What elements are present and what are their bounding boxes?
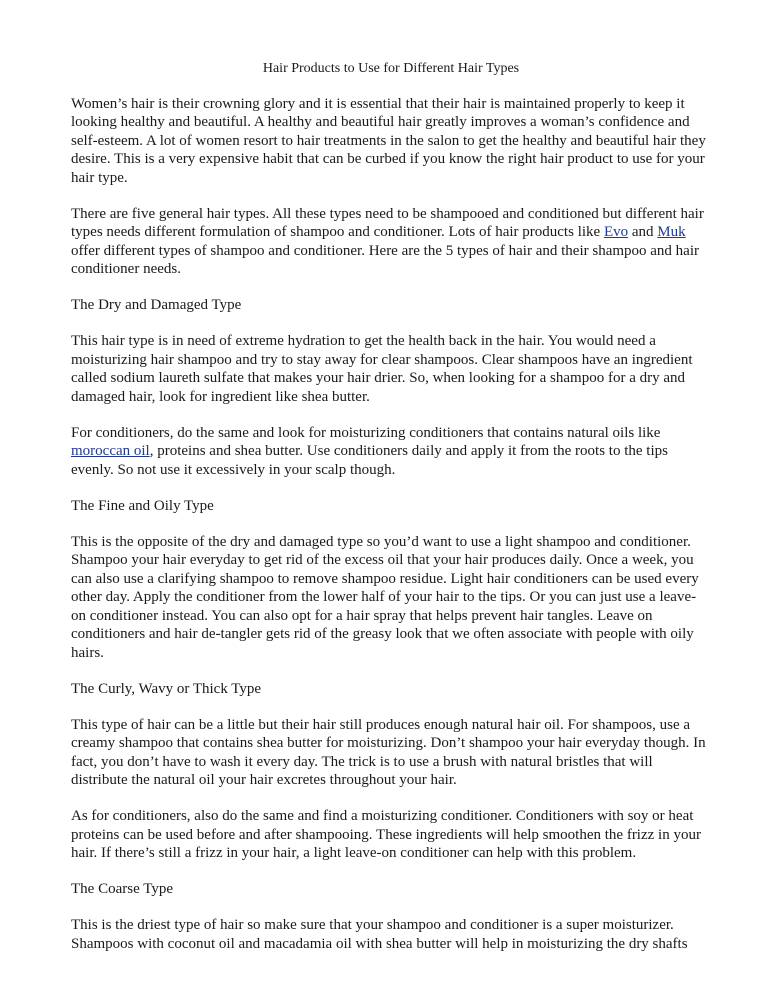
document-title: Hair Products to Use for Different Hair Types (262, 61, 520, 76)
section-heading-coarse: The Coarse Type (71, 881, 173, 897)
hair-types-paragraph (71, 205, 711, 279)
section-heading-fine: The Fine and Oily Type (71, 497, 214, 514)
moroccan-oil-link[interactable]: moroccan oil (71, 443, 150, 459)
curly-conditioner-paragraph: As for conditioners, also do the same and find a moisturizing conditioner. Conditioners with soy or heat proteins can be used before and after shampooing. These ingredients will help smoothen the frizz in your hair. If there’s still a frizz in your hair, a light leave-on conditioner can help with this problem. (71, 808, 701, 861)
fine-paragraph: This is the opposite of the dry and damaged type so you’d want to use a light shampoo and conditioner. Shampoo your hair everyday to get rid of the excess oil that your hair produces daily. Once a week, you can also use a clarifying shampoo to remove shampoo residue. Light hair conditioners can be used every other day. Apply the conditioner from the lower half of your hair to the tips. Or you can just use a leave-on conditioner instead. You can also opt for a hair spray that helps prevent hair tangles. Leave on conditioners and hair de-tangler gets rid of the greasy look that we often associate with people with oily hairs. (71, 533, 699, 661)
dry-conditioner-paragraph (71, 424, 711, 480)
intro-paragraph: Women’s hair is their crowning glory and it is essential that their hair is maintained properly to keep it looking healthy and beautiful. A healthy and beautiful hair greatly improves a woman’s confidence and self-esteem. A lot of women resort to hair treatments in the salon to get the healthy and beautiful hair they desire. This is a very expensive habit that can be curbed if you know the right hair product to use for your hair type. (71, 95, 706, 186)
curly-shampoo-paragraph: This type of hair can be a little but their hair still produces enough natural hair oil. For shampoos, use a creamy shampoo that contains shea butter for moisturizing. Don’t shampoo your hair everyday though. In fact, you don’t have to wash it every day. The trick is to use a brush with natural bristles that will distribute the natural oil your hair excretes throughout your hair. (71, 716, 706, 788)
paragraph-text: There are five general hair types. All these types need to be shampooed and conditioned but different hair types needs different formulation of shampoo and conditioner. Lots of hair products like (71, 205, 704, 240)
coarse-paragraph: This is the driest type of hair so make sure that your shampoo and conditioner is a super moisturizer. Shampoos with coconut oil and macadamia oil with shea butter will help in moisturizing the dry shafts (71, 917, 688, 952)
evo-link[interactable]: Evo (603, 224, 629, 240)
paragraph-text: For conditioners, do the same and look for moisturizing conditioners that contains natural oils like (71, 424, 661, 441)
paragraph-text: and (628, 224, 658, 240)
document-page (71, 60, 711, 971)
section-heading-dry: The Dry and Damaged Type (71, 297, 242, 313)
paragraph-text: , proteins and shea butter. Use conditioners daily and apply it from the roots to the tips evenly. So not use it excessively in your scalp though. (71, 443, 668, 478)
dry-shampoo-paragraph: This hair type is in need of extreme hydration to get the health back in the hair. You would need a moisturizing hair shampoo and try to stay away for clear shampoos. Clear shampoos have an ingredient called sodium laureth sulfate that makes your hair drier. So, when looking for a shampoo for a dry and damaged hair, look for ingredient like shea butter. (71, 333, 693, 405)
paragraph-text: offer different types of shampoo and conditioner. Here are the 5 types of hair and their shampoo and hair conditioner needs. (71, 242, 699, 277)
muk-link[interactable]: Muk (657, 224, 686, 240)
section-heading-curly: The Curly, Wavy or Thick Type (71, 680, 262, 697)
